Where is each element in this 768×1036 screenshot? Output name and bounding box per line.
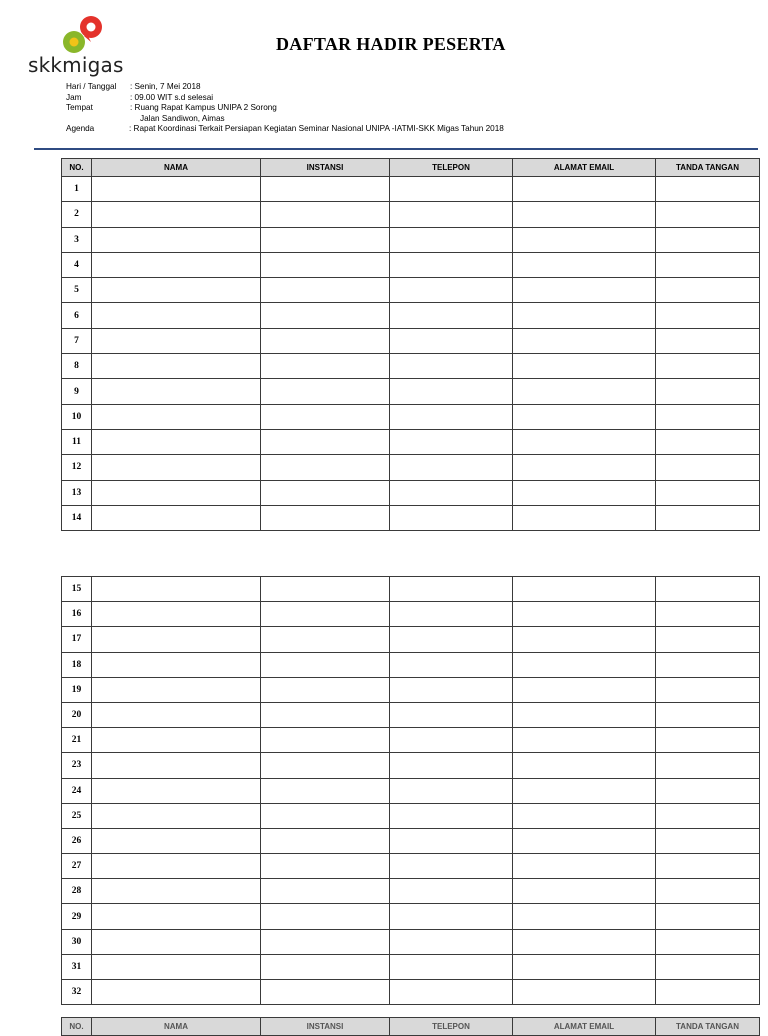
table-row <box>62 803 760 828</box>
tanda-tangan-cell[interactable] <box>656 803 760 828</box>
col-header-telepon: TELEPON <box>390 1018 513 1036</box>
row-number: 28 <box>62 879 92 904</box>
row-number: 2 <box>62 202 92 227</box>
instansi-cell[interactable] <box>261 778 390 803</box>
telepon-cell[interactable] <box>390 627 513 652</box>
telepon-cell[interactable] <box>390 980 513 1005</box>
email-cell[interactable] <box>513 803 656 828</box>
telepon-cell[interactable] <box>390 702 513 727</box>
row-number: 12 <box>62 455 92 480</box>
nama-cell[interactable] <box>92 602 261 627</box>
nama-cell[interactable] <box>92 278 261 303</box>
telepon-cell[interactable] <box>390 602 513 627</box>
instansi-cell[interactable] <box>261 803 390 828</box>
table-row <box>62 480 760 505</box>
col-header-no: NO. <box>62 1018 92 1036</box>
instansi-cell[interactable] <box>261 177 390 202</box>
email-cell[interactable] <box>513 505 656 530</box>
table-row <box>62 455 760 480</box>
instansi-cell[interactable] <box>261 278 390 303</box>
telepon-cell[interactable] <box>390 429 513 454</box>
nama-cell[interactable] <box>92 778 261 803</box>
table-row <box>62 379 760 404</box>
row-number: 25 <box>62 803 92 828</box>
tanda-tangan-cell[interactable] <box>656 929 760 954</box>
row-number: 21 <box>62 728 92 753</box>
email-cell[interactable] <box>513 652 656 677</box>
nama-cell[interactable] <box>92 854 261 879</box>
table-row <box>62 904 760 929</box>
email-cell[interactable] <box>513 177 656 202</box>
email-cell[interactable] <box>513 828 656 853</box>
email-cell[interactable] <box>513 379 656 404</box>
table-row <box>62 505 760 530</box>
tanda-tangan-cell[interactable] <box>656 480 760 505</box>
nama-cell[interactable] <box>92 177 261 202</box>
nama-cell[interactable] <box>92 202 261 227</box>
row-number: 7 <box>62 328 92 353</box>
nama-cell[interactable] <box>92 303 261 328</box>
tanda-tangan-cell[interactable] <box>656 202 760 227</box>
email-cell[interactable] <box>513 854 656 879</box>
table-header-row <box>62 1018 760 1036</box>
email-cell[interactable] <box>513 602 656 627</box>
email-cell[interactable] <box>513 954 656 979</box>
table-row <box>62 677 760 702</box>
email-cell[interactable] <box>513 429 656 454</box>
tanda-tangan-cell[interactable] <box>656 753 760 778</box>
nama-cell[interactable] <box>92 929 261 954</box>
col-header-nama: NAMA <box>92 159 261 177</box>
nama-cell[interactable] <box>92 480 261 505</box>
table-row <box>62 177 760 202</box>
row-number: 31 <box>62 954 92 979</box>
nama-cell[interactable] <box>92 252 261 277</box>
col-header-no: NO. <box>62 159 92 177</box>
nama-cell[interactable] <box>92 505 261 530</box>
tanda-tangan-cell[interactable] <box>656 278 760 303</box>
telepon-cell[interactable] <box>390 455 513 480</box>
logo-wordmark: skkmigas <box>28 53 124 77</box>
nama-cell[interactable] <box>92 328 261 353</box>
email-cell[interactable] <box>513 278 656 303</box>
attendance-table-part3-header <box>61 1017 760 1036</box>
nama-cell[interactable] <box>92 379 261 404</box>
nama-cell[interactable] <box>92 652 261 677</box>
row-number: 23 <box>62 753 92 778</box>
tanda-tangan-cell[interactable] <box>656 854 760 879</box>
header-divider <box>34 148 758 150</box>
table-row <box>62 828 760 853</box>
nama-cell[interactable] <box>92 803 261 828</box>
nama-cell[interactable] <box>92 904 261 929</box>
telepon-cell[interactable] <box>390 227 513 252</box>
telepon-cell[interactable] <box>390 753 513 778</box>
row-number: 27 <box>62 854 92 879</box>
telepon-cell[interactable] <box>390 379 513 404</box>
telepon-cell[interactable] <box>390 677 513 702</box>
row-number: 18 <box>62 652 92 677</box>
instansi-cell[interactable] <box>261 652 390 677</box>
instansi-cell[interactable] <box>261 879 390 904</box>
telepon-cell[interactable] <box>390 929 513 954</box>
telepon-cell[interactable] <box>390 328 513 353</box>
nama-cell[interactable] <box>92 702 261 727</box>
col-header-email: ALAMAT EMAIL <box>513 1018 656 1036</box>
instansi-cell[interactable] <box>261 980 390 1005</box>
email-cell[interactable] <box>513 202 656 227</box>
tanda-tangan-cell[interactable] <box>656 904 760 929</box>
instansi-cell[interactable] <box>261 753 390 778</box>
tanda-tangan-cell[interactable] <box>656 455 760 480</box>
email-cell[interactable] <box>513 455 656 480</box>
tanda-tangan-cell[interactable] <box>656 227 760 252</box>
table-row <box>62 778 760 803</box>
row-number: 32 <box>62 980 92 1005</box>
telepon-cell[interactable] <box>390 904 513 929</box>
tanda-tangan-cell[interactable] <box>656 980 760 1005</box>
telepon-cell[interactable] <box>390 828 513 853</box>
nama-cell[interactable] <box>92 227 261 252</box>
table-header-row <box>62 159 760 177</box>
telepon-cell[interactable] <box>390 278 513 303</box>
nama-cell[interactable] <box>92 879 261 904</box>
email-cell[interactable] <box>513 728 656 753</box>
email-cell[interactable] <box>513 677 656 702</box>
instansi-cell[interactable] <box>261 828 390 853</box>
table-row <box>62 854 760 879</box>
tempat-label: Tempat <box>66 103 93 112</box>
instansi-cell[interactable] <box>261 303 390 328</box>
row-number: 20 <box>62 702 92 727</box>
telepon-cell[interactable] <box>390 577 513 602</box>
col-header-telepon: TELEPON <box>390 159 513 177</box>
telepon-cell[interactable] <box>390 803 513 828</box>
instansi-cell[interactable] <box>261 929 390 954</box>
instansi-cell[interactable] <box>261 728 390 753</box>
attendance-table-part2 <box>61 576 760 1005</box>
skkmigas-logo <box>28 12 148 77</box>
tanda-tangan-cell[interactable] <box>656 328 760 353</box>
nama-cell[interactable] <box>92 404 261 429</box>
tanda-tangan-cell[interactable] <box>656 404 760 429</box>
tanda-tangan-cell[interactable] <box>656 954 760 979</box>
telepon-cell[interactable] <box>390 954 513 979</box>
col-header-instansi: INSTANSI <box>261 1018 390 1036</box>
email-cell[interactable] <box>513 778 656 803</box>
table-row <box>62 404 760 429</box>
tanda-tangan-cell[interactable] <box>656 505 760 530</box>
table-row <box>62 252 760 277</box>
tanda-tangan-cell[interactable] <box>656 177 760 202</box>
table-row <box>62 602 760 627</box>
agenda-label: Agenda <box>66 124 95 133</box>
tanda-tangan-cell[interactable] <box>656 778 760 803</box>
page-title: DAFTAR HADIR PESERTA <box>276 34 506 54</box>
table-row <box>62 753 760 778</box>
email-cell[interactable] <box>513 354 656 379</box>
nama-cell[interactable] <box>92 980 261 1005</box>
nama-cell[interactable] <box>92 429 261 454</box>
nama-cell[interactable] <box>92 753 261 778</box>
nama-cell[interactable] <box>92 728 261 753</box>
tanda-tangan-cell[interactable] <box>656 602 760 627</box>
email-cell[interactable] <box>513 577 656 602</box>
instansi-cell[interactable] <box>261 577 390 602</box>
table-row <box>62 627 760 652</box>
row-number: 10 <box>62 404 92 429</box>
nama-cell[interactable] <box>92 954 261 979</box>
telepon-cell[interactable] <box>390 480 513 505</box>
table-row <box>62 879 760 904</box>
tanda-tangan-cell[interactable] <box>656 252 760 277</box>
email-cell[interactable] <box>513 252 656 277</box>
hari-label: Hari / Tanggal <box>66 82 117 91</box>
table-row <box>62 278 760 303</box>
nama-cell[interactable] <box>92 828 261 853</box>
col-header-email: ALAMAT EMAIL <box>513 159 656 177</box>
col-header-tanda-tangan: TANDA TANGAN <box>656 159 760 177</box>
telepon-cell[interactable] <box>390 854 513 879</box>
table-row <box>62 328 760 353</box>
row-number: 24 <box>62 778 92 803</box>
col-header-instansi: INSTANSI <box>261 159 390 177</box>
row-number: 6 <box>62 303 92 328</box>
row-number: 29 <box>62 904 92 929</box>
instansi-cell[interactable] <box>261 627 390 652</box>
table-row <box>62 728 760 753</box>
telepon-cell[interactable] <box>390 303 513 328</box>
email-cell[interactable] <box>513 303 656 328</box>
instansi-cell[interactable] <box>261 252 390 277</box>
table-row <box>62 202 760 227</box>
telepon-cell[interactable] <box>390 652 513 677</box>
instansi-cell[interactable] <box>261 702 390 727</box>
email-cell[interactable] <box>513 227 656 252</box>
tanda-tangan-cell[interactable] <box>656 627 760 652</box>
email-cell[interactable] <box>513 328 656 353</box>
row-number: 11 <box>62 429 92 454</box>
table-row <box>62 227 760 252</box>
instansi-cell[interactable] <box>261 677 390 702</box>
instansi-cell[interactable] <box>261 379 390 404</box>
tanda-tangan-cell[interactable] <box>656 652 760 677</box>
row-number: 16 <box>62 602 92 627</box>
col-header-nama: NAMA <box>92 1018 261 1036</box>
email-cell[interactable] <box>513 627 656 652</box>
telepon-cell[interactable] <box>390 778 513 803</box>
table-row <box>62 354 760 379</box>
email-cell[interactable] <box>513 404 656 429</box>
tanda-tangan-cell[interactable] <box>656 677 760 702</box>
telepon-cell[interactable] <box>390 354 513 379</box>
row-number: 9 <box>62 379 92 404</box>
nama-cell[interactable] <box>92 455 261 480</box>
table-row <box>62 429 760 454</box>
telepon-cell[interactable] <box>390 177 513 202</box>
table-row <box>62 980 760 1005</box>
tanda-tangan-cell[interactable] <box>656 728 760 753</box>
telepon-cell[interactable] <box>390 202 513 227</box>
email-cell[interactable] <box>513 879 656 904</box>
tanda-tangan-cell[interactable] <box>656 354 760 379</box>
email-cell[interactable] <box>513 904 656 929</box>
instansi-cell[interactable] <box>261 904 390 929</box>
email-cell[interactable] <box>513 929 656 954</box>
email-cell[interactable] <box>513 980 656 1005</box>
row-number: 1 <box>62 177 92 202</box>
row-number: 15 <box>62 577 92 602</box>
row-number: 4 <box>62 252 92 277</box>
table-row <box>62 577 760 602</box>
table-row <box>62 652 760 677</box>
instansi-cell[interactable] <box>261 429 390 454</box>
email-cell[interactable] <box>513 702 656 727</box>
telepon-cell[interactable] <box>390 728 513 753</box>
col-header-tanda-tangan: TANDA TANGAN <box>656 1018 760 1036</box>
table-row <box>62 702 760 727</box>
tempat-value-address: Jalan Sandiwon, Aimas <box>140 113 225 123</box>
agenda-value: : Rapat Koordinasi Terkait Persiapan Kegiatan Seminar Nasional UNIPA -IATMI-SKK Migas Tahun 2018 <box>129 124 504 133</box>
email-cell[interactable] <box>513 753 656 778</box>
row-number: 30 <box>62 929 92 954</box>
row-number: 8 <box>62 354 92 379</box>
table-row <box>62 303 760 328</box>
tanda-tangan-cell[interactable] <box>656 303 760 328</box>
tanda-tangan-cell[interactable] <box>656 429 760 454</box>
tanda-tangan-cell[interactable] <box>656 828 760 853</box>
telepon-cell[interactable] <box>390 879 513 904</box>
row-number: 3 <box>62 227 92 252</box>
instansi-cell[interactable] <box>261 954 390 979</box>
logo-mark-icon <box>60 12 110 56</box>
telepon-cell[interactable] <box>390 505 513 530</box>
hari-value: : Senin, 7 Mei 2018 <box>130 82 201 91</box>
nama-cell[interactable] <box>92 627 261 652</box>
instansi-cell[interactable] <box>261 480 390 505</box>
instansi-cell[interactable] <box>261 455 390 480</box>
tanda-tangan-cell[interactable] <box>656 879 760 904</box>
attendance-table-part1 <box>61 158 760 531</box>
tempat-value: : Ruang Rapat Kampus UNIPA 2 Sorong <box>130 103 277 112</box>
row-number: 14 <box>62 505 92 530</box>
telepon-cell[interactable] <box>390 252 513 277</box>
table-row <box>62 954 760 979</box>
row-number: 26 <box>62 828 92 853</box>
instansi-cell[interactable] <box>261 854 390 879</box>
email-cell[interactable] <box>513 480 656 505</box>
instansi-cell[interactable] <box>261 602 390 627</box>
row-number: 5 <box>62 278 92 303</box>
tanda-tangan-cell[interactable] <box>656 577 760 602</box>
row-number: 17 <box>62 627 92 652</box>
instansi-cell[interactable] <box>261 202 390 227</box>
tanda-tangan-cell[interactable] <box>656 702 760 727</box>
telepon-cell[interactable] <box>390 404 513 429</box>
row-number: 19 <box>62 677 92 702</box>
nama-cell[interactable] <box>92 354 261 379</box>
tanda-tangan-cell[interactable] <box>656 379 760 404</box>
row-number: 13 <box>62 480 92 505</box>
instansi-cell[interactable] <box>261 328 390 353</box>
nama-cell[interactable] <box>92 577 261 602</box>
instansi-cell[interactable] <box>261 354 390 379</box>
instansi-cell[interactable] <box>261 505 390 530</box>
instansi-cell[interactable] <box>261 227 390 252</box>
instansi-cell[interactable] <box>261 404 390 429</box>
jam-value: : 09.00 WIT s.d selesai <box>130 92 214 102</box>
jam-label: Jam <box>66 92 82 102</box>
nama-cell[interactable] <box>92 677 261 702</box>
table-row <box>62 929 760 954</box>
